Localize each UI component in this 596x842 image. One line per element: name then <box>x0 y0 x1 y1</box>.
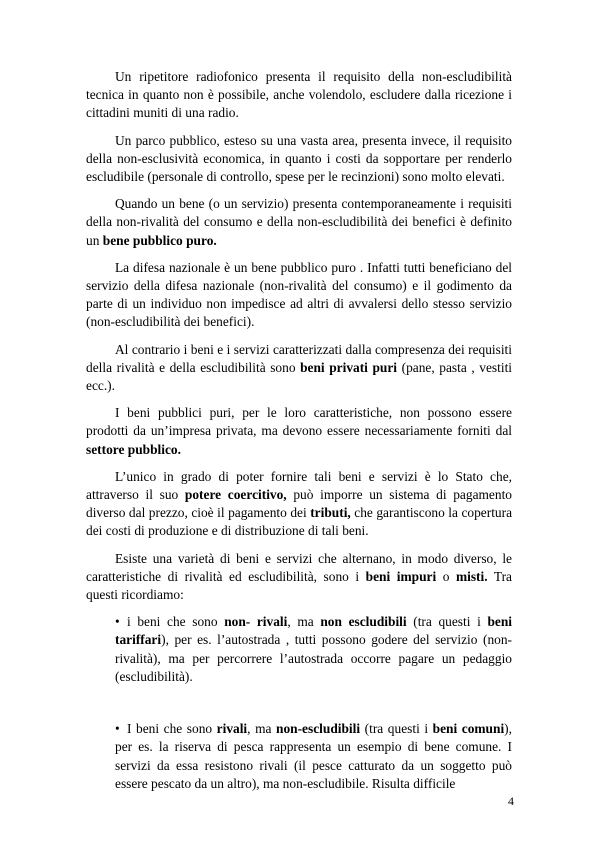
paragraph <box>86 550 512 605</box>
text-run: La difesa nazionale è un bene pubblico puro . Infatti tutti beneficiano del servizio della difesa nazionale (non-rivalità del consumo) e il godimento da parte di un individuo non impedisce ad altri di avvalersi dello stesso servizio (non-escludibilità dei benefici). <box>86 259 512 330</box>
text-run: I beni che sono <box>127 721 217 737</box>
text-run: che garantiscono la copertura dei costi di produzione e di distribuzione di tali beni. <box>86 505 513 539</box>
text-run: Tra questi ricordiamo: <box>86 568 513 603</box>
spacer <box>86 686 512 720</box>
bold-text: non- rivali <box>224 614 288 630</box>
page-number: 4 <box>508 794 514 808</box>
text-run: (tra questi i <box>406 614 488 630</box>
bullet-item <box>86 720 512 793</box>
text-run: Quando un bene (o un servizio) presenta contemporaneamente i requisiti della non-rivalità del consumo e della non-escludibilità dei benefici è definito un <box>86 196 512 248</box>
bold-text: beni tariffari <box>115 614 513 648</box>
bold-text: beni comuni <box>432 721 505 737</box>
text-run: Un parco pubblico, esteso su una vasta area, presenta invece, il requisito della non-esclusività economica, in quanto i costi da sopportare per renderlo escludibile (personale di controllo, spese per le recinzioni) sono molto elevati. <box>86 132 512 185</box>
bullet-item <box>86 613 512 686</box>
paragraph <box>86 68 512 123</box>
text-run: Al contrario i beni e i servizi caratterizzati dalla compresenza dei requisiti della rivalità e della escludibilità sono <box>86 341 512 375</box>
bold-text: misti. <box>455 568 488 584</box>
paragraph <box>86 404 512 459</box>
text-run: I beni pubblici puri, per le loro caratteristiche, non possono essere prodotti da un’impresa privata, ma devono essere necessariamente forniti dal <box>86 405 512 439</box>
bold-text: potere coercitivo, <box>184 487 287 503</box>
paragraph <box>86 468 512 541</box>
text-run: ), per es. la riserva di pesca rappresenta un esempio di bene comune. I servizi da essa resistono rivali (il pesce catturato da un soggetto può essere pescato da un altro), ma non-escludibile. Risulta difficile <box>115 721 512 791</box>
paragraph <box>86 259 512 332</box>
text-run: L’unico in grado di poter fornire tali beni e servizi è lo Stato che, attraverso il suo <box>86 468 512 503</box>
paragraph <box>86 341 512 396</box>
paragraph <box>86 195 512 250</box>
paragraph <box>86 132 512 187</box>
bold-text: beni impuri <box>365 568 437 584</box>
bullet-marker: • <box>115 721 120 737</box>
text-run: , ma <box>247 721 276 737</box>
bold-text: tributi, <box>310 505 351 521</box>
bold-text: settore pubblico. <box>86 441 181 457</box>
text-run: può imporre un sistema di pagamento diverso dal prezzo, cioè il pagamento dei <box>86 487 512 521</box>
bold-text: beni privati puri <box>300 359 398 375</box>
bullet-marker: • <box>115 614 120 630</box>
bold-text: non escludibili <box>320 614 407 630</box>
bold-text: rivali <box>216 721 248 737</box>
text-run: (pane, pasta , vestiti ecc.). <box>86 359 513 394</box>
text-run: ), per es. l’autostrada , tutti possono godere del servizio (non-rivalità), ma per percorrere l’autostrada occorre pagare un pedaggio (escludibilità). <box>115 632 512 684</box>
text-run: , ma <box>287 614 321 630</box>
text-run: i beni che sono <box>127 614 225 630</box>
text-run: Esiste una varietà di beni e servizi che alternano, in modo diverso, le caratteristiche di rivalità ed escludibilità, sono i <box>86 550 512 584</box>
text-run: (tra questi i <box>360 721 433 737</box>
document-body <box>86 68 512 793</box>
bold-text: bene pubblico puro. <box>102 232 217 248</box>
text-run: o <box>436 568 456 584</box>
bold-text: non-escludibili <box>276 721 361 737</box>
text-run: Un ripetitore radiofonico presenta il requisito della non-escludibilità tecnica in quanto non è possibile, anche volendolo, escludere dalla ricezione i cittadini muniti di una radio. <box>86 69 512 121</box>
